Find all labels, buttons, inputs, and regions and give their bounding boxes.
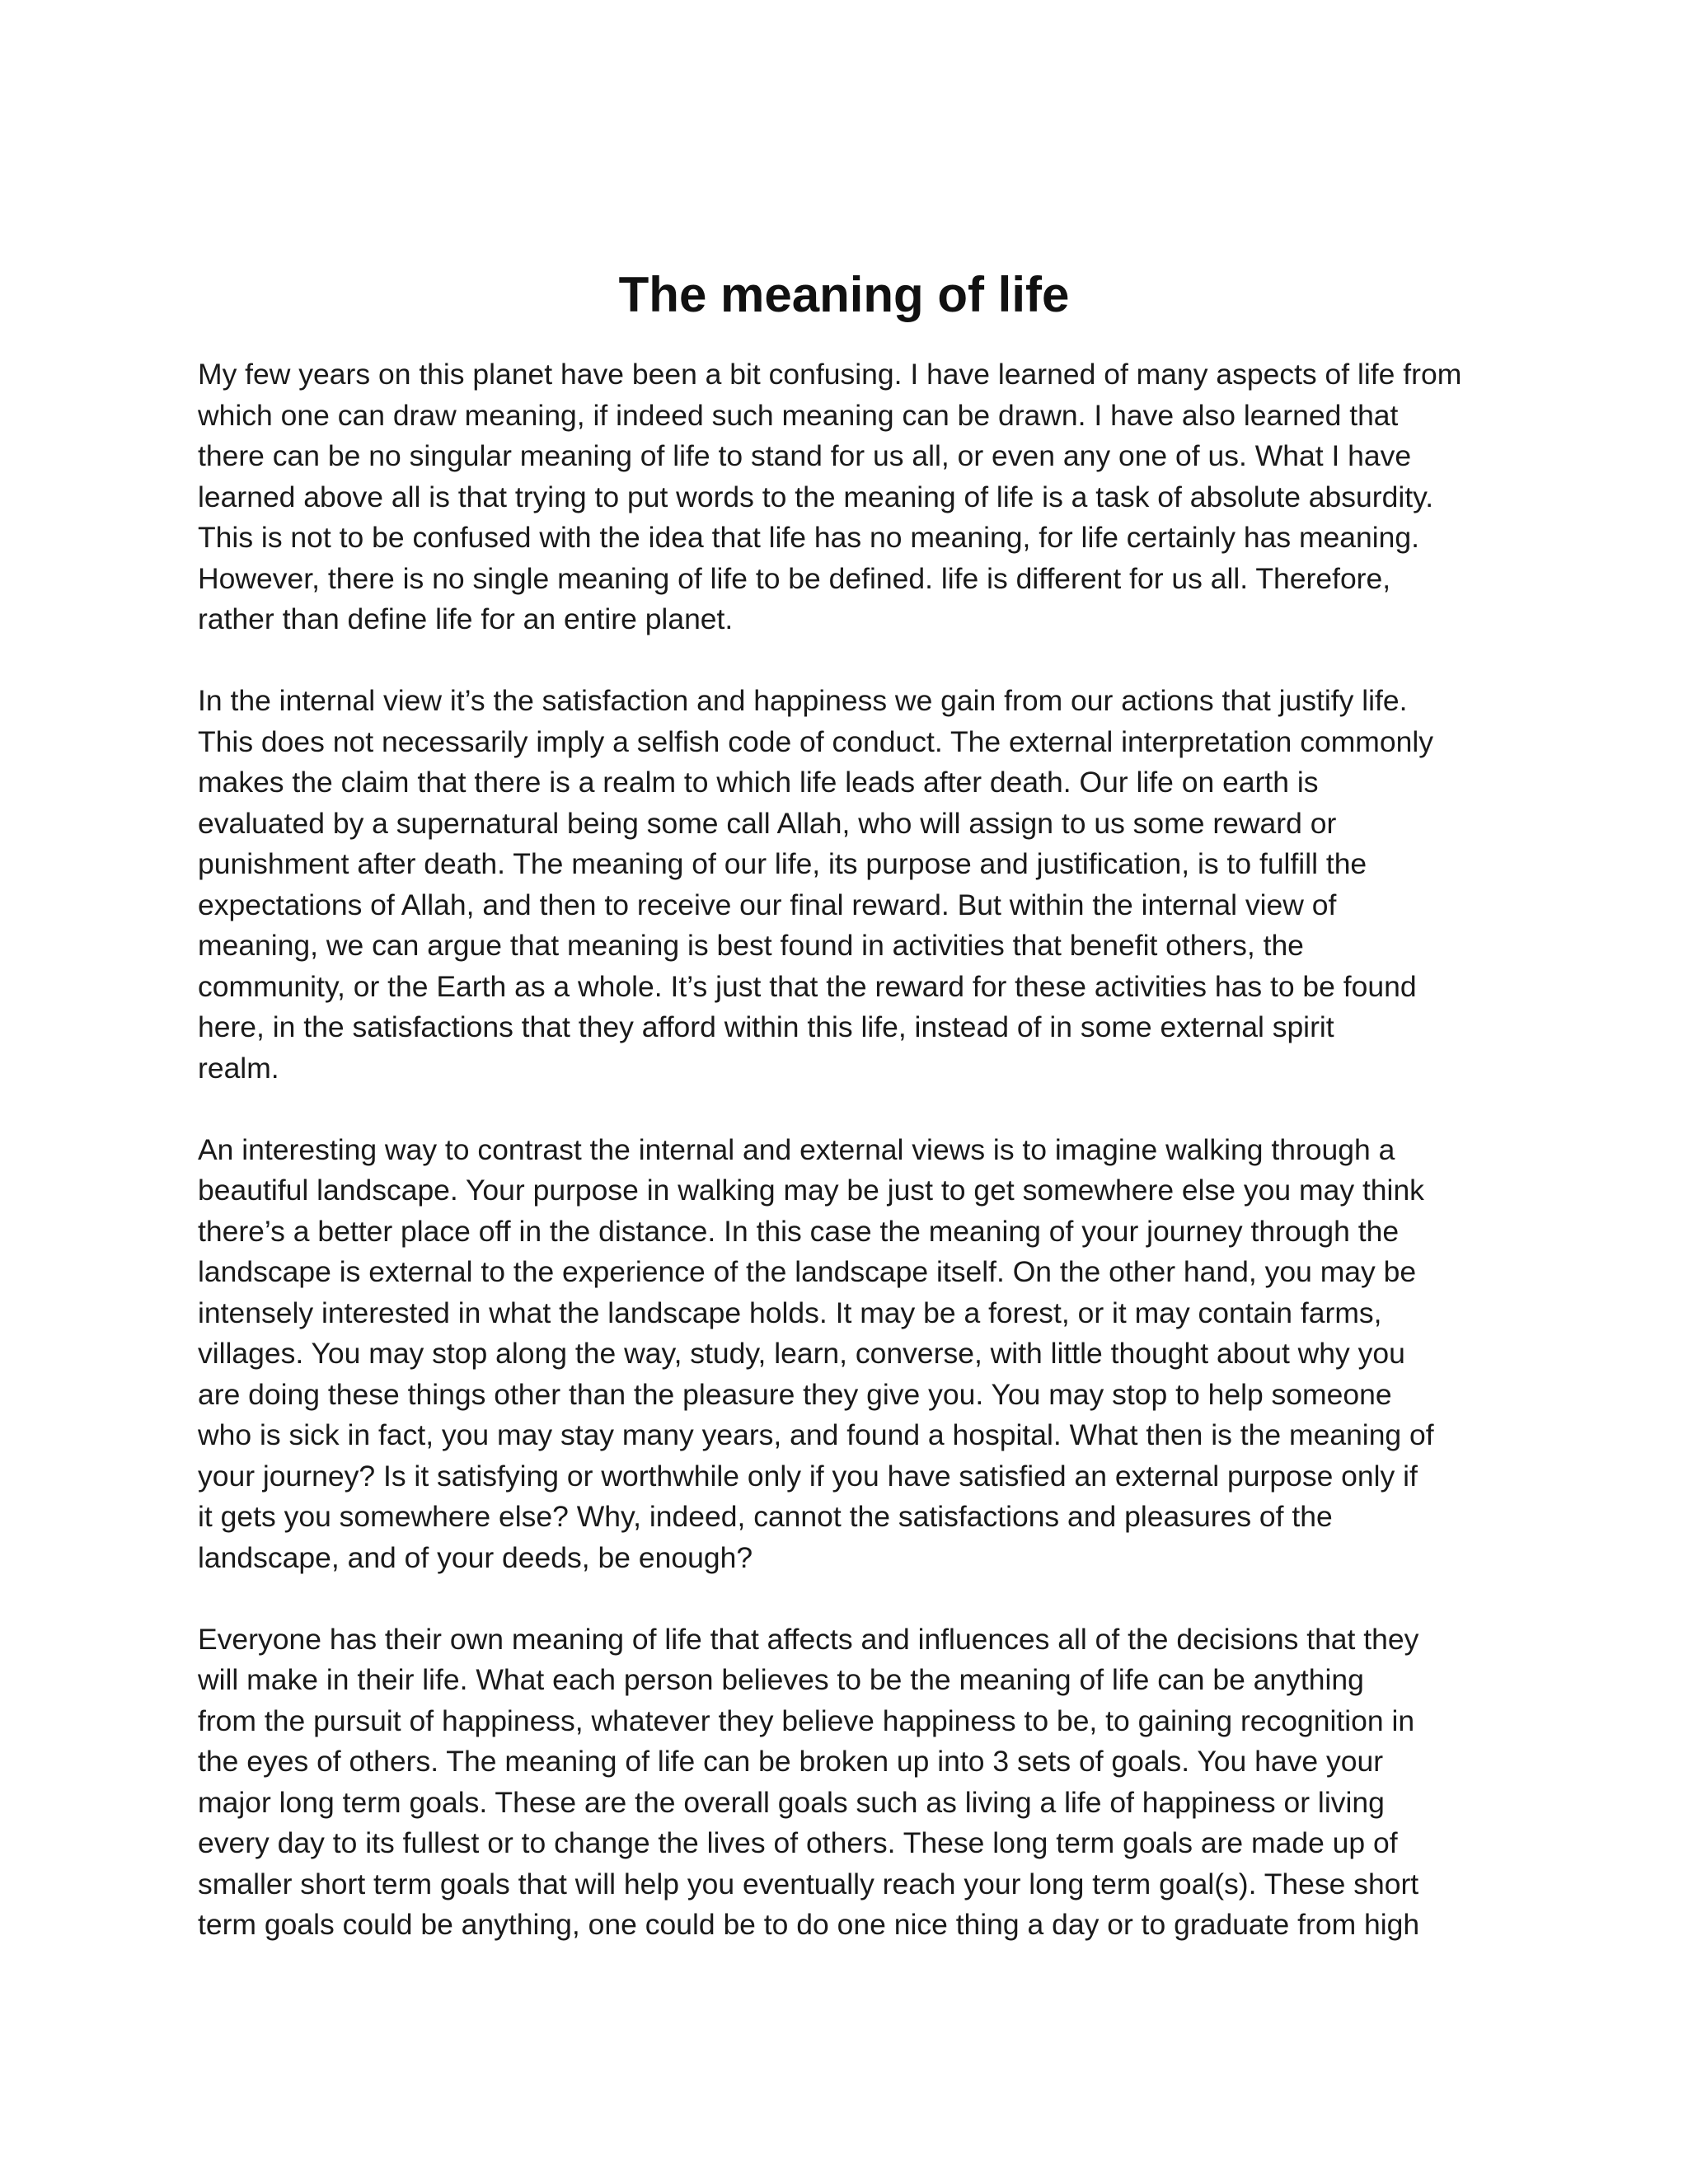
text-line: smaller short term goals that will help you eventually reach your long term goal(s). These short (198, 1867, 1419, 1900)
text-line: My few years on this planet have been a bit confusing. I have learned of many aspects of life from (198, 358, 1462, 391)
text-line: major long term goals. These are the overall goals such as living a life of happiness or living (198, 1785, 1385, 1819)
text-line: which one can draw meaning, if indeed such meaning can be drawn. I have also learned that (198, 398, 1399, 432)
text-line: expectations of Allah, and then to receive our final reward. But within the internal view of (198, 888, 1337, 921)
paragraph-3 (198, 1130, 1484, 1579)
text-line: realm. (198, 1051, 279, 1085)
text-line: who is sick in fact, you may stay many years, and found a hospital. What then is the meaning of (198, 1418, 1434, 1451)
text-line: This is not to be confused with the idea that life has no meaning, for life certainly has meaning. (198, 521, 1419, 554)
text-line: punishment after death. The meaning of our life, its purpose and justification, is to fulfill the (198, 847, 1367, 880)
text-line: learned above all is that trying to put words to the meaning of life is a task of absolute absurdity. (198, 480, 1434, 513)
text-line: In the internal view it’s the satisfaction and happiness we gain from our actions that justify life. (198, 684, 1408, 717)
text-line: rather than define life for an entire planet. (198, 602, 734, 635)
text-line: However, there is no single meaning of life to be defined. life is different for us all. Therefore, (198, 561, 1391, 595)
text-line: there’s a better place off in the distance. In this case the meaning of your journey through the (198, 1214, 1400, 1248)
text-line: evaluated by a supernatural being some call Allah, who will assign to us some reward or (198, 806, 1337, 840)
text-line: This does not necessarily imply a selfish code of conduct. The external interpretation commonly (198, 724, 1433, 758)
text-line: it gets you somewhere else? Why, indeed, cannot the satisfactions and pleasures of the (198, 1500, 1333, 1533)
text-line: here, in the satisfactions that they afford within this life, instead of in some external spirit (198, 1010, 1334, 1043)
text-line: makes the claim that there is a realm to which life leads after death. Our life on earth is (198, 766, 1319, 799)
text-line: every day to its fullest or to change the lives of others. These long term goals are made up of (198, 1826, 1398, 1859)
text-line: An interesting way to contrast the internal and external views is to imagine walking through a (198, 1132, 1395, 1166)
text-line: landscape is external to the experience of the landscape itself. On the other hand, you may be (198, 1255, 1417, 1288)
paragraph-1 (198, 354, 1484, 640)
text-line: term goals could be anything, one could be to do one nice thing a day or to graduate from high (198, 1908, 1420, 1941)
paragraph-2 (198, 681, 1484, 1089)
text-line: your journey? Is it satisfying or worthwhile only if you have satisfied an external purpose only if (198, 1459, 1418, 1493)
text-line: are doing these things other than the pleasure they give you. You may stop to help someone (198, 1377, 1392, 1411)
paragraph-4 (198, 1619, 1484, 1946)
text-line: meaning, we can argue that meaning is best found in activities that benefit others, the (198, 929, 1304, 962)
text-line: beautiful landscape. Your purpose in walking may be just to get somewhere else you may think (198, 1174, 1424, 1207)
document-body (198, 354, 1484, 1986)
text-line: community, or the Earth as a whole. It’s just that the reward for these activities has to be found (198, 969, 1417, 1003)
text-line: intensely interested in what the landscape holds. It may be a forest, or it may contain farms, (198, 1296, 1382, 1329)
text-line: Everyone has their own meaning of life that affects and influences all of the decisions that they (198, 1622, 1419, 1656)
text-line: from the pursuit of happiness, whatever they believe happiness to be, to gaining recognition in (198, 1704, 1415, 1737)
text-line: landscape, and of your deeds, be enough? (198, 1540, 753, 1574)
text-line: the eyes of others. The meaning of life can be broken up into 3 sets of goals. You have your (198, 1745, 1384, 1778)
document-title: The meaning of life (618, 267, 1070, 322)
text-line: villages. You may stop along the way, study, learn, converse, with little thought about why you (198, 1337, 1405, 1370)
text-line: will make in their life. What each person believes to be the meaning of life can be anything (198, 1663, 1364, 1696)
text-line: there can be no singular meaning of life to stand for us all, or even any one of us. What I have (198, 439, 1412, 472)
